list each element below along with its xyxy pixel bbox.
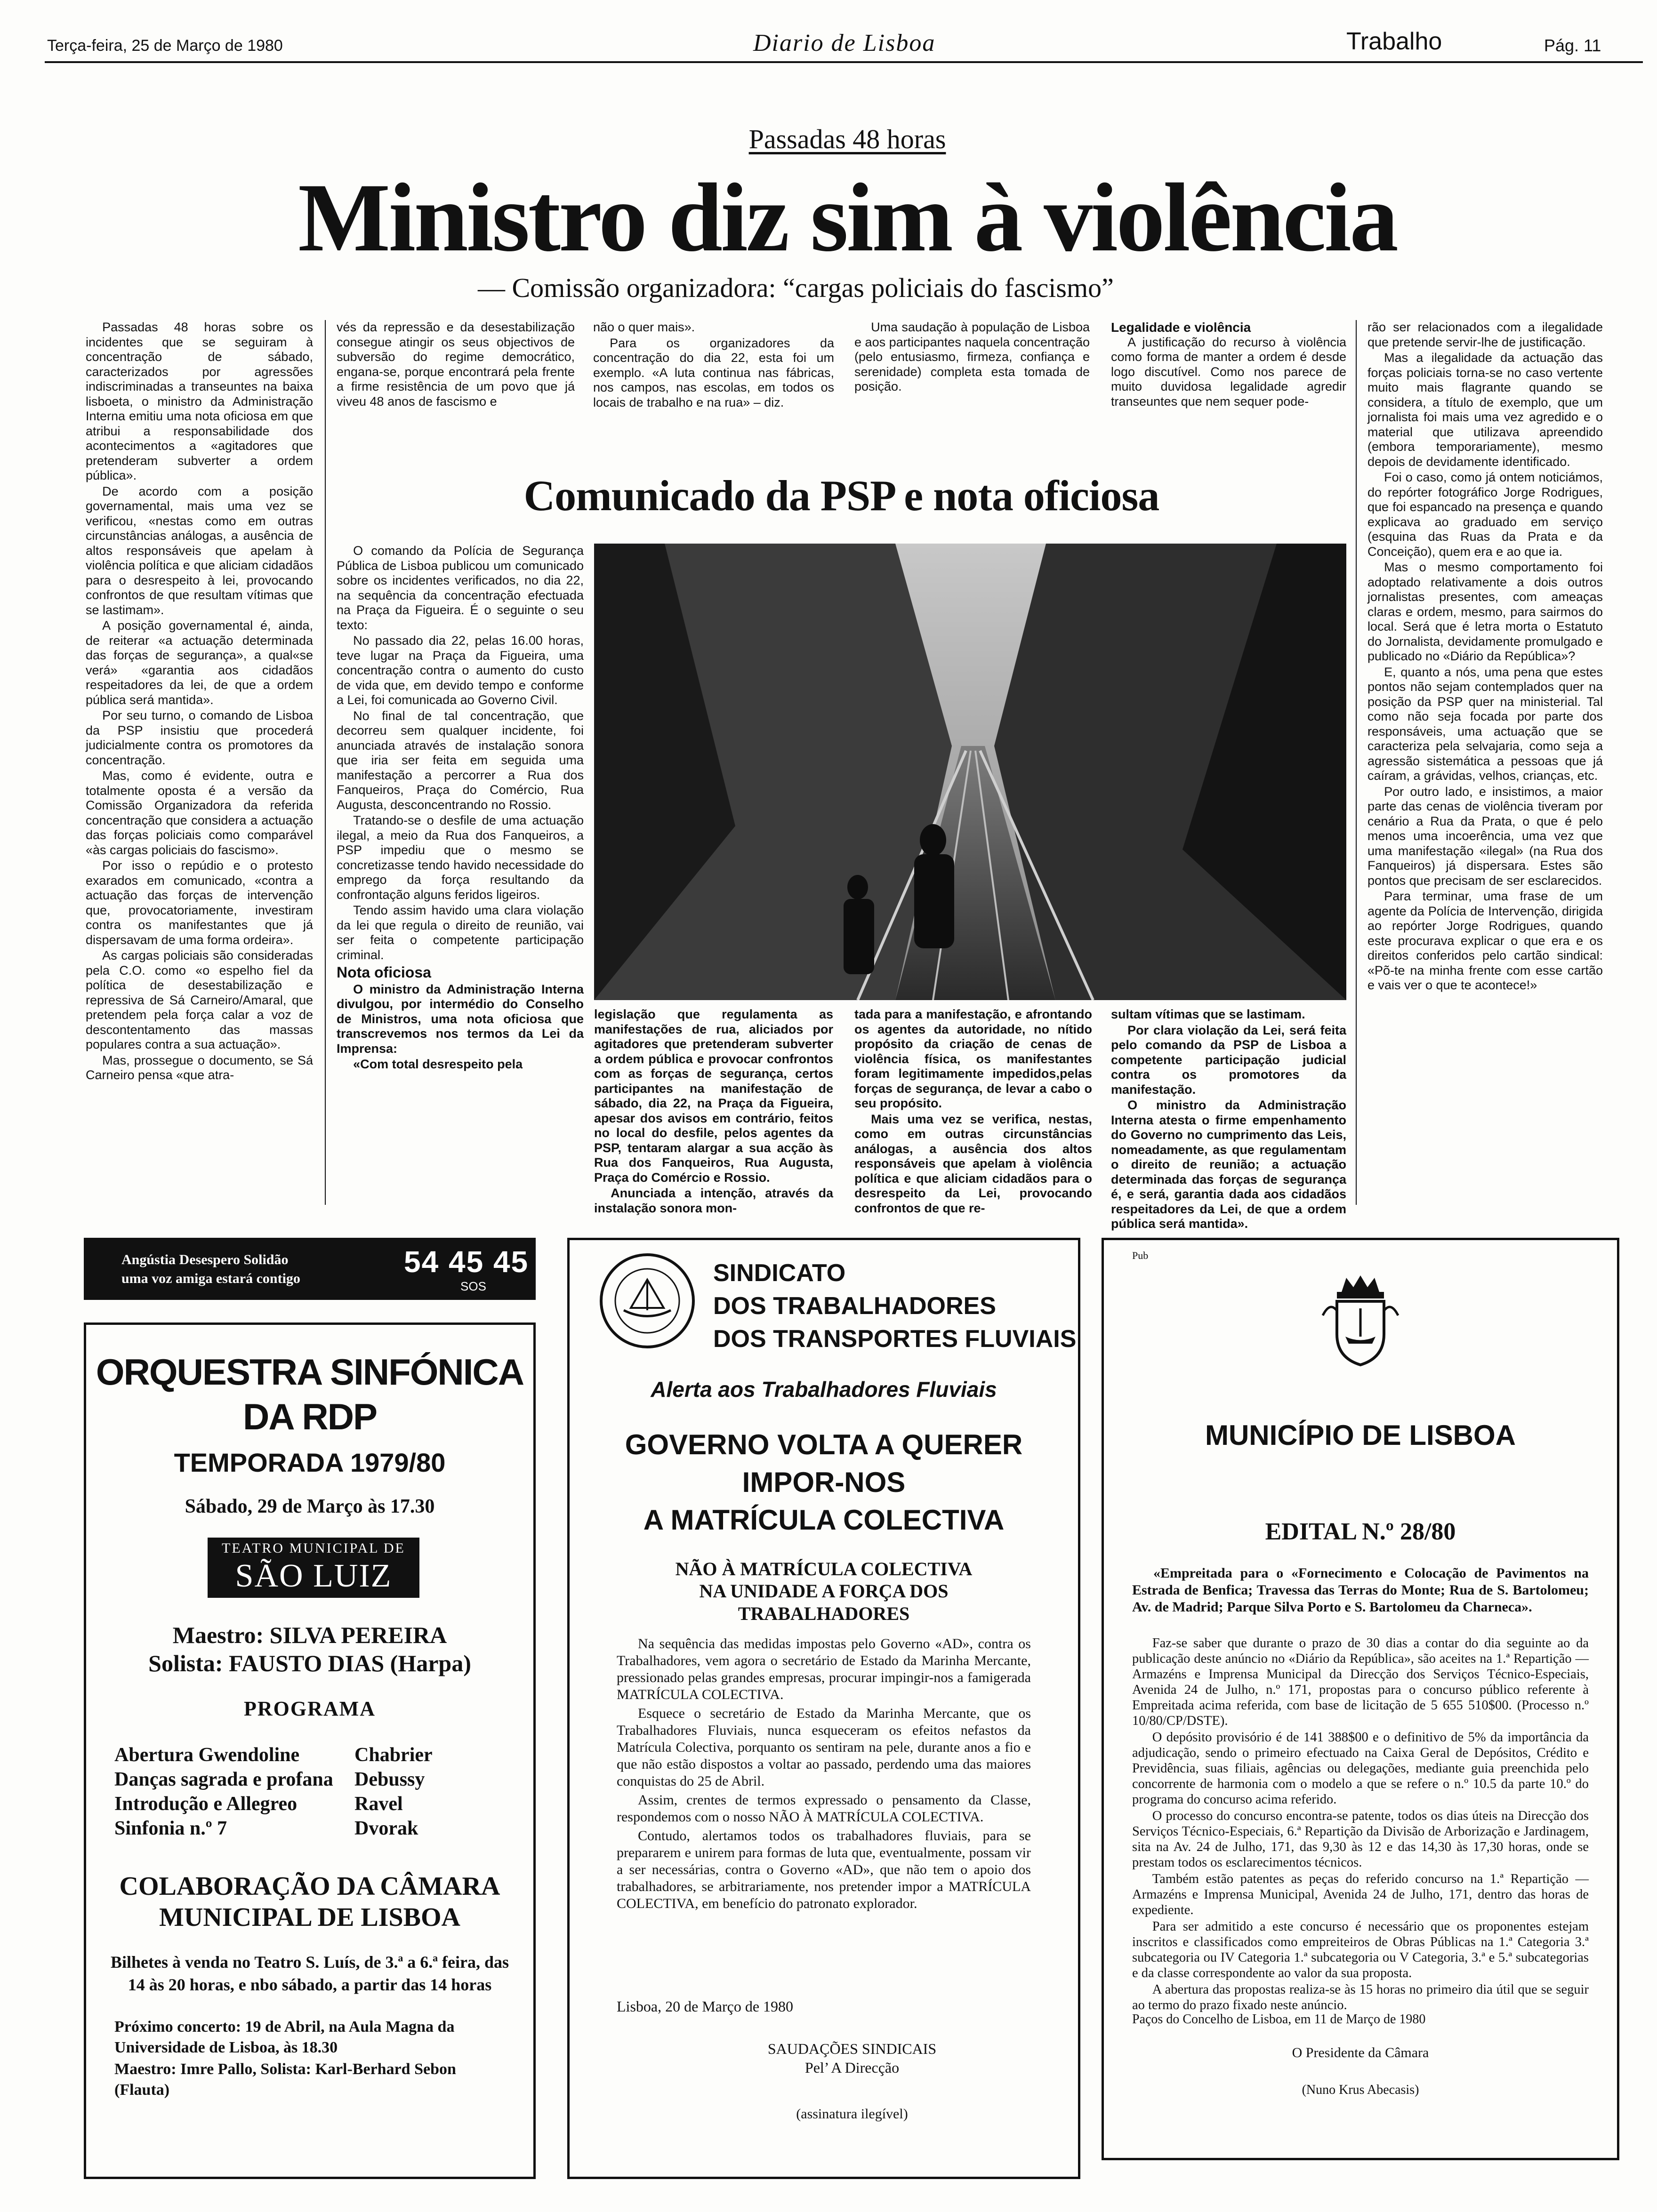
- piece: Danças sagrada e profana: [114, 1769, 333, 1790]
- paragraph: legislação que regulamenta as manifestações de rua, aliciados por agitadores que pretenderam subverter a ordem pública e provocar confrontos com as forças de segurança, certos participantes na manifestação de sábado, dia 22, na Praça da Figueira, apesar dos avisos em contrário, feitos no local do desfile, pelos agentes da PSP, tentaram alargar a sua acção às Rua dos Fanqueiros, Rua Augusta, Praça do Comércio e Rossio.: [594, 1007, 833, 1185]
- paragraph: Para terminar, uma frase de um agente da Polícia de Intervenção, dirigida ao repórter Jorge Rodrigues, quando este procurava explicar o que era e os direitos conferidos pelo cartão sindical: «Põ-te na minha frente com esse cartão e vais ver o que te acontece!»: [1367, 889, 1603, 992]
- paragraph: Mas a ilegalidade da actuação das forças policiais torna-se no caso vertente muito mais flagrante quando se considera, a título de exemplo, que um jornalista foi mais uma vez agredido e o material que utilizava apreendido (embora temporariamente), mesmo depois de devidamente identificado.: [1367, 351, 1603, 469]
- colaboracao: COLABORAÇÃO DA CÂMARA MUNICIPAL DE LISBOA: [119, 1872, 500, 1932]
- story2-bottom-col3: [1111, 1007, 1346, 1233]
- sindicato-alert: Alerta aos Trabalhadores Fluviais: [651, 1377, 997, 1402]
- programme-row: [114, 1816, 433, 1841]
- orquestra-maestro: Maestro: SILVA PEREIRA: [172, 1622, 447, 1648]
- theatre-line-2: SÃO LUIZ: [235, 1558, 392, 1594]
- story1-col1: [86, 320, 313, 1084]
- municipio-title: MUNICÍPIO DE LISBOA: [1205, 1419, 1516, 1451]
- story2-col-left: [337, 544, 584, 1073]
- deck: — Comissão organizadora: “cargas policiais do fascismo”: [478, 272, 1114, 303]
- paragraph: Tratando-se o desfile de uma actuação ilegal, a meio da Rua dos Fanqueiros, a PSP impediu que o mesmo se concretizasse tendo havido necessidade do emprego da força resultando da confrontação alguns feridos ligeiros.: [337, 813, 584, 902]
- municipio-ad: [1102, 1238, 1619, 2160]
- programa-heading: PROGRAMA: [244, 1697, 376, 1720]
- paragraph: O comando da Polícia de Segurança Pública de Lisboa publicou um comunicado sobre os incidentes verificados, no dia 22, na sequência da concentração efectuada na Praça da Figueira. É o seguinte o seu texto:: [337, 544, 584, 632]
- paragraph: No final de tal concentração, que decorreu sem qualquer incidente, foi anunciada através de instalação sonora que iria ser feita em seguida uma manifestação a percorrer a Rua dos Fanqueiros, Praça do Comércio, Rua Augusta, desconcentrando no Rossio.: [337, 708, 584, 812]
- sindicato-sub-1: NÃO À MATRÍCULA COLECTIVA: [675, 1558, 973, 1579]
- paragraph: Mas o mesmo comportamento foi adoptado relativamente a dois outros jornalistas presentes, com ameaças claras e ordem, mesmo, para sairmos do local. Será que é letra morta o Estatuto do Jornalista, devidamente promulgado e publicado no «Diário da República»?: [1367, 560, 1603, 663]
- sindicato-head-3: A MATRÍCULA COLECTIVA: [643, 1504, 1005, 1536]
- paragraph: E, quanto a nós, uma pena que estes pontos não sejam contemplados quer na posição da PSP quer na ministerial. Tal como não seja focada por parte dos responsáveis, uma actuação que se caracteriza pela selvajaria, como seja a agressão sistemática a pessoas que já caíram, a grávidas, velhos, crianças, etc.: [1367, 665, 1603, 783]
- composer: Dvorak: [354, 1818, 418, 1839]
- composer: Ravel: [354, 1793, 403, 1815]
- paragraph: Para os organizadores da concentração do dia 22, esta foi um exemplo. «A luta continua nas fábricas, nos campos, nas escolas, em todos os locais de trabalho e na rua» – diz.: [593, 336, 834, 409]
- paragraph: Uma saudação à população de Lisboa e aos participantes naquela concentração (pelo entusiasmo, firmeza, confiança e serenidade) completa esta tomada de posição.: [854, 320, 1090, 393]
- paragraph: não o quer mais».: [593, 320, 695, 334]
- paragraph: No passado dia 22, pelas 16.00 horas, teve lugar na Praça da Figueira, uma concentração contra o aumento do custo de vida que, em devido tempo e conforme a Lei, foi comunicada ao Governo Civil.: [337, 633, 584, 707]
- main-headline: Ministro diz sim à violência: [298, 163, 1397, 272]
- sindicato-body: [617, 1635, 1031, 1914]
- programme-row: [114, 1767, 433, 1792]
- sao-luiz-logo: [208, 1538, 419, 1598]
- street-scene-image: [594, 544, 1346, 1000]
- lisbon-coat-of-arms-icon: [1318, 1273, 1403, 1367]
- municipio-place-date: Paços do Concelho de Lisboa, em 11 de Março de 1980: [1132, 2012, 1426, 2027]
- paragraph: O processo do concurso encontra-se patente, todos os dias úteis na Direcção dos Serviços Técnico-Especiais, 6.ª Repartição da Divisão de Arborização e Jardinagem, sita na Av. 24 de Julho, 171, das 9,30 às 12 e das 14,30 às 17,30 horas, onde se prestam todos os esclarecimentos técnicos.: [1132, 1809, 1589, 1870]
- sindicato-sub-2: NA UNIDADE A FORÇA DOS TRABALHADORES: [699, 1580, 949, 1624]
- sindicato-title-2: DOS TRABALHADORES: [713, 1292, 996, 1320]
- sindicato-title-1: SINDICATO: [713, 1259, 846, 1287]
- paragraph: vés da repressão e da desestabilização consegue atingir os seus objectivos de subversão do regime democrático, engana-se, porque encontrará pela frente a firme resistência de um povo que já viveu 48 anos de fascismo e: [337, 320, 575, 409]
- sos-ad: [84, 1238, 536, 1300]
- paragraph: O depósito provisório é de 141 388$00 e o definitivo de 5% da importância da adjudicação, sendo o primeiro efectuado na Caixa Geral de Depósitos, Crédito e Previdência, suas filiais, agências ou delegações, mediante guia preenchida pelo concorrente de harmonia com o modelo a que se refere o n.º 10.5 da parte 10.º do programa do concurso acima referido.: [1132, 1730, 1589, 1807]
- orquestra-date: Sábado, 29 de Março às 17.30: [185, 1496, 435, 1517]
- paragraph: Por seu turno, o comando de Lisboa da PSP insistiu que procederá judicialmente contra os promotores da concentração.: [86, 708, 313, 767]
- paragraph: Na sequência das medidas impostas pelo Governo «AD», contra os Trabalhadores, vem agora o secretário de Estado da Marinha Mercante, pressionado pelas grandes empresas, procurar impingir-nos a famigerada MATRÍCULA COLECTIVA.: [617, 1636, 1031, 1702]
- composer: Debussy: [354, 1769, 425, 1790]
- sindicato-place-date: Lisboa, 20 de Março de 1980: [617, 1998, 794, 2015]
- edital-number: EDITAL N.º 28/80: [1265, 1518, 1456, 1545]
- paragraph: Tendo assim havido uma clara violação da lei que regula o direito de reunião, vai ser feita o competente participação criminal.: [337, 903, 584, 962]
- paragraph: A abertura das propostas realiza-se às 15 horas no primeiro dia útil que se seguir ao termo do prazo fixado neste anúncio.: [1132, 1982, 1589, 2012]
- story2-bottom-col2: [854, 1007, 1092, 1217]
- sindicato-head-2: IMPOR-NOS: [742, 1467, 906, 1498]
- paragraph: Passadas 48 horas sobre os incidentes que se seguiram à concentração de sábado, caracterizados por agressões indiscriminadas a transeuntes na baixa lisboeta, o ministro da Administração Interna emitiu uma nota oficiosa em que atribui a responsabilidade dos acontecimentos a «agitadores que pretenderam subverter a ordem pública».: [86, 320, 313, 482]
- programme-row: [114, 1792, 433, 1816]
- composer: Chabrier: [354, 1744, 433, 1766]
- paragraph: A justificação do recurso à violência como forma de manter a ordem é desde logo discutível. Como nos parece de muito duvidosa legalidade agredir transeuntes que nem sequer pode-: [1111, 335, 1346, 409]
- sos-phone: 54 45 45: [404, 1245, 529, 1279]
- paragraph: Assim, crentes de termos expressado o pensamento da Classe, respondemos com o nosso NÃO À MATRÍCULA COLECTIVA.: [617, 1792, 1031, 1825]
- paragraph: Foi o caso, como já ontem noticiámos, do repórter fotográfico Jorge Rodrigues, que foi espancado na presença e quando explicava ao graduado em serviço (esquina das Ruas da Prata e da Conceição), quem era e ao que ia.: [1367, 470, 1603, 559]
- paragraph: Faz-se saber que durante o prazo de 30 dias a contar do dia seguinte ao da publicação deste anúncio no «Diário da República», são aceites na 1.ª Repartição — Armazéns e Imprensa Municipal da Direcção dos Serviços Técnico-Especiais, Avenida 24 de Julho, n.º 171, propostas para o concurso público referente à Empreitada acima referida, com base de licitação de 5 655 510$00. (Processo n.º 10/80/CP/DSTE).: [1132, 1636, 1589, 1728]
- paragraph: Anunciada a intenção, através da instalação sonora mon-: [594, 1186, 833, 1215]
- sindicato-title-3: DOS TRANSPORTES FLUVIAIS: [713, 1325, 1077, 1353]
- paragraph: Também estão patentes as peças do referido concurso na 1.ª Repartição — Armazéns e Imprensa Municipal, Avenida 24 de Julho, 171, dentro das horas de expediente.: [1132, 1872, 1589, 1917]
- municipio-sign-1: O Presidente da Câmara: [1292, 2045, 1429, 2060]
- paragraph: De acordo com a posição governamental, mais uma vez se verificou, «nestas como em outras circunstâncias análogas, a ausência de altos responsáveis que apelam à violência política e que aliciam cidadãos para o desrespeito à lei, provocando confrontos de que resultam vítimas que se lastimam».: [86, 484, 313, 617]
- sos-tagline-1: Angústia Desespero Solidão: [121, 1252, 289, 1267]
- sos-tagline-2: uma voz amiga estará contigo: [121, 1271, 300, 1286]
- sindicato-sign-1: SAUDAÇÕES SINDICAIS: [767, 2040, 937, 2057]
- pub-label: Pub: [1132, 1250, 1149, 1261]
- piece: Sinfonia n.º 7: [114, 1818, 227, 1839]
- nota-heading: Nota oficiosa: [337, 964, 431, 981]
- subheading-legalidade: Legalidade e violência: [1111, 320, 1251, 335]
- story1-col2: [337, 320, 575, 410]
- tickets-info: Bilhetes à venda no Teatro S. Luís, de 3.ª a 6.ª feira, das 14 às 20 horas, e nbo sábado, a partir das 14 horas: [110, 1953, 509, 1994]
- theatre-line-1: TEATRO MUNICIPAL DE: [222, 1540, 405, 1556]
- paragraph: As cargas policiais são consideradas pela C.O. como «o espelho fiel da política de desestabilização e repressiva de Sá Carneiro/Amaral, que pretendem pela força calar a voz de descontentamento das massas populares contra a sua actuação».: [86, 948, 313, 1051]
- sindicato-sign-3: (assinatura ilegível): [796, 2106, 908, 2122]
- orquestra-title-1: ORQUESTRA SINFÓNICA: [96, 1351, 524, 1393]
- edital-lead: «Empreitada para o «Fornecimento e Colocação de Pavimentos na Estrada de Benfica; Travessa das Terras do Monte; Rua de S. Bartolomeu; Av. de Madrid; Parque Silva Porto e S. Bartolomeu da Charneca».: [1132, 1565, 1589, 1615]
- orquestra-title-2: DA RDP: [242, 1396, 377, 1437]
- paragraph: Esquece o secretário de Estado da Marinha Mercante, que os Trabalhadores Fluviais, nunca esqueceram os efeitos nefastos da Matrícula Colectiva, porquanto os sentiram na pele, durante anos a fio e que não estão dispostos a voltar ao passado, perdendo uma das maiores conquistas do 25 de Abril.: [617, 1706, 1031, 1789]
- story1-col5: [1111, 320, 1346, 410]
- kicker: Passadas 48 horas: [748, 124, 946, 154]
- piece: Introdução e Allegreo: [114, 1793, 298, 1815]
- sindicato-ad: [567, 1238, 1080, 2179]
- paragraph: rão ser relacionados com a ilegalidade que pretende servir-lhe de justificação.: [1367, 320, 1603, 349]
- paragraph: Para ser admitido a este concurso é necessário que os proponentes estejam inscritos e classificados como empreiteiros de Obras Públicas na 1.ª Categoria 3.ª subcategoria ou IV Categoria 1.ª subcategoria ou V Categoria, 3.ª e 5.ª subcategorias e da classe correspondente ao valor da sua proposta.: [1132, 1919, 1589, 1980]
- header-rule: [45, 61, 1643, 63]
- paragraph: Mais uma vez se verifica, nestas, como em outras circunstâncias análogas, a ausência dos altos responsáveis que apelam à violência política e que aliciam cidadãos para o desrespeito da Lei, provocando confrontos de que re-: [854, 1112, 1092, 1215]
- masthead: Diario de Lisboa: [753, 30, 936, 56]
- sindicato-sign-2: Pel’ A Direcção: [804, 2059, 900, 2076]
- issue-date: Terça-feira, 25 de Março de 1980: [47, 37, 283, 55]
- orquestra-solista: Solista: FAUSTO DIAS (Harpa): [148, 1650, 471, 1676]
- paragraph: Mas, prossegue o documento, se Sá Carneiro pensa «que atra-: [86, 1053, 313, 1082]
- paragraph: Por outro lado, e insistimos, a maior parte das cenas de violência tiveram por cenário a Rua da Prata, o que é pelo menos uma incoerência, uma vez que uma manifestação «ilegal» (na Rua dos Fanqueiros) já dispersara. Estes são pontos que precisam de ser esclarecidos.: [1367, 784, 1603, 888]
- story2-headline: Comunicado da PSP e nota oficiosa: [523, 472, 1159, 520]
- programme-list: [114, 1743, 433, 1841]
- orquestra-season: TEMPORADA 1979/80: [174, 1448, 446, 1477]
- page-number: Pág. 11: [1544, 36, 1601, 55]
- column-rule: [325, 320, 326, 1205]
- paragraph: A posição governamental é, ainda, de reiterar «a actuação determinada das forças de segurança», a qual«se verá» «garantia aos cidadãos respeitadores da lei, de que a ordem pública será mantida».: [86, 618, 313, 707]
- paragraph: tada para a manifestação, e afrontando os agentes da autoridade, no nítido propósito da criação de cenas de violência física, os manifestantes foram legitimamente impedidos,pelas forças de segurança, de levar a cabo o seu propósito.: [854, 1007, 1092, 1110]
- edital-body: [1132, 1635, 1589, 2014]
- next-concert-artists: Maestro: Imre Pallo, Solista: Karl-Berhard Sebon (Flauta): [114, 2060, 456, 2099]
- paragraph: Por clara violação da Lei, será feita pelo comando da PSP de Lisboa a competente participação judicial contra os promotores da manifestação.: [1111, 1023, 1346, 1097]
- paragraph: O ministro da Administração Interna atesta o firme empenhamento do Governo no cumprimento das Leis, nomeadamente, as que regulamentam o direito de reunião; a actuação determinada das forças de segurança é, e será, garantia dada aos cidadãos respeitadores da Lei, de que a ordem pública será mantida».: [1111, 1098, 1346, 1231]
- orquestra-ad: [84, 1322, 536, 2179]
- story1-col4: [854, 320, 1090, 395]
- paragraph: sultam vítimas que se lastimam.: [1111, 1007, 1305, 1021]
- story1-col3: [593, 320, 834, 411]
- story1-col6: [1367, 320, 1603, 994]
- story2-bottom-col1: [594, 1007, 833, 1217]
- municipio-sign-2: (Nuno Krus Abecasis): [1302, 2083, 1419, 2097]
- next-concert: Próximo concerto: 19 de Abril, na Aula Magna da Universidade de Lisboa, às 18.30: [114, 2018, 455, 2056]
- piece: Abertura Gwendoline: [114, 1744, 300, 1766]
- column-rule: [1356, 320, 1357, 1205]
- paragraph: O ministro da Administração Interna divulgou, por intermédio do Conselho de Ministros, uma nota oficiosa que transcrevemos nos termos da Lei da Imprensa:: [337, 982, 584, 1056]
- section-name: Trabalho: [1346, 28, 1442, 55]
- sindicato-head-1: GOVERNO VOLTA A QUERER: [625, 1429, 1023, 1460]
- sos-logo: SOS: [460, 1279, 486, 1293]
- paragraph: Por isso o repúdio e o protesto exarados em comunicado, «contra a actuação das forças de intervenção que, provocatoriamente, investiram contra os manifestantes que já dispersavam de uma forma ordeira».: [86, 858, 313, 947]
- paragraph: Contudo, alertamos todos os trabalhadores fluviais, para se prepararem e unirem para formas de luta que, eventualmente, possam vir a ser necessárias, contra o Governo «AD», que não tem o apoio dos trabalhadores, se arbitrariamente, nos pretender impor a MATRÍCULA COLECTIVA, em benefício do patronato explorador.: [617, 1828, 1031, 1911]
- paragraph: Mas, como é evidente, outra e totalmente oposta é a versão da Comissão Organizadora da referida concentração que considera a actuação das forças policiais como comparável «às cargas policiais do fascismo».: [86, 769, 313, 857]
- paragraph: «Com total desrespeito pela: [353, 1057, 523, 1071]
- sindicato-seal-icon: [598, 1251, 697, 1350]
- programme-row: [114, 1743, 433, 1767]
- news-photo: [594, 544, 1346, 1000]
